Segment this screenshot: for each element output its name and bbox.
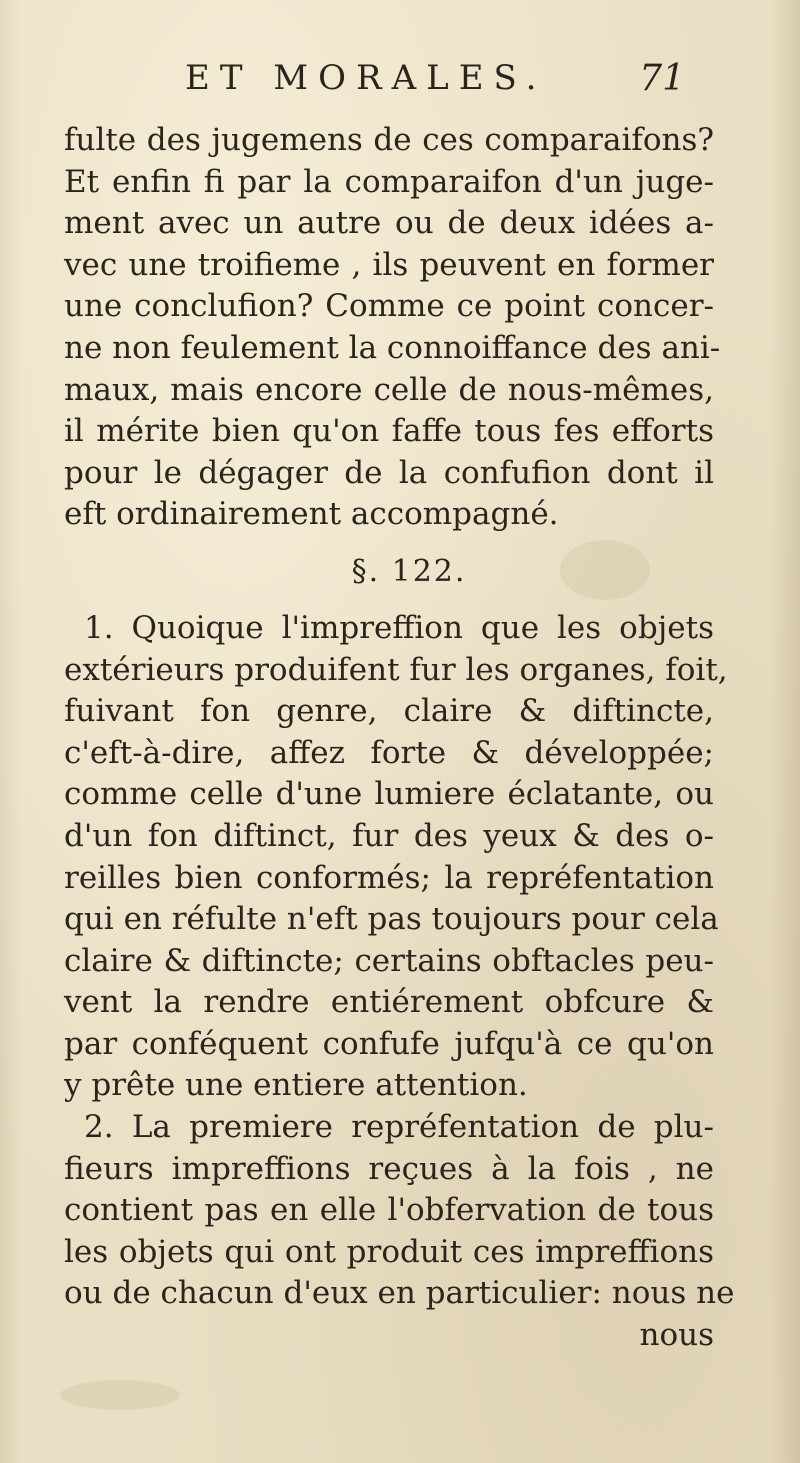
text-line: ne non feulement la connoiffance des ani- [64,329,721,366]
text-line: contient pas en elle l'obfervation de tous [64,1192,714,1229]
text-line: d'un fon diftinct, fur des yeux & des o- [64,817,714,854]
text-line: vec une troifieme , ils peuvent en former [64,246,714,283]
catchword: nous [639,1317,714,1354]
text-line: maux, mais encore celle de nous-mêmes, [64,371,714,408]
text-line: claire & diftincte; certains obftacles peu- [64,942,714,979]
text-line: fuivant fon genre, claire & diftincte, [64,693,714,730]
body-text [64,120,735,1357]
text-line: y prête une entiere attention. [64,1067,528,1104]
page-number: 71 [639,58,685,99]
text-line: c'eft-à-dire, affez forte & développée; [64,734,714,771]
text-line: reilles bien conformés; la repréfentation [64,859,714,896]
text-line: il mérite bien qu'on faffe tous fes efforts [64,413,714,450]
paragraph-2 [64,608,728,1107]
paragraph-1 [64,120,721,536]
section-heading: §. 122. [351,553,467,589]
text-line: 1. Quoique l'impreffion que les objets [84,609,714,646]
text-line: ment avec un autre ou de deux idées a- [64,205,714,242]
text-line: Et enfin fi par la comparaifon d'un juge- [64,163,714,200]
text-line: eft ordinairement accompagné. [64,496,559,533]
paper-stain [60,1380,180,1410]
text-line: une conclufion? Comme ce point concer- [64,288,714,325]
text-line: extérieurs produifent fur les organes, foit, [64,651,728,688]
text-line: vent la rendre entiérement obfcure & [64,984,714,1021]
paragraph-3 [64,1107,735,1315]
text-line: ou de chacun d'eux en particulier: nous ne [64,1275,735,1312]
running-head [185,58,685,108]
text-line: qui en réfulte n'eft pas toujours pour cela [64,901,719,938]
text-line: fieurs impreffions reçues à la fois , ne [64,1150,714,1187]
text-line: par conféquent confufe jufqu'à ce qu'on [64,1025,714,1062]
text-line: pour le dégager de la confufion dont il [64,454,714,491]
text-line: fulte des jugemens de ces comparaifons? [64,122,714,158]
text-line: 2. La premiere repréfentation de plu- [84,1109,714,1146]
text-line: comme celle d'une lumiere éclatante, ou [64,776,714,813]
text-line: les objets qui ont produit ces impreffions [64,1233,714,1270]
running-head-title: ET MORALES. [185,58,547,98]
